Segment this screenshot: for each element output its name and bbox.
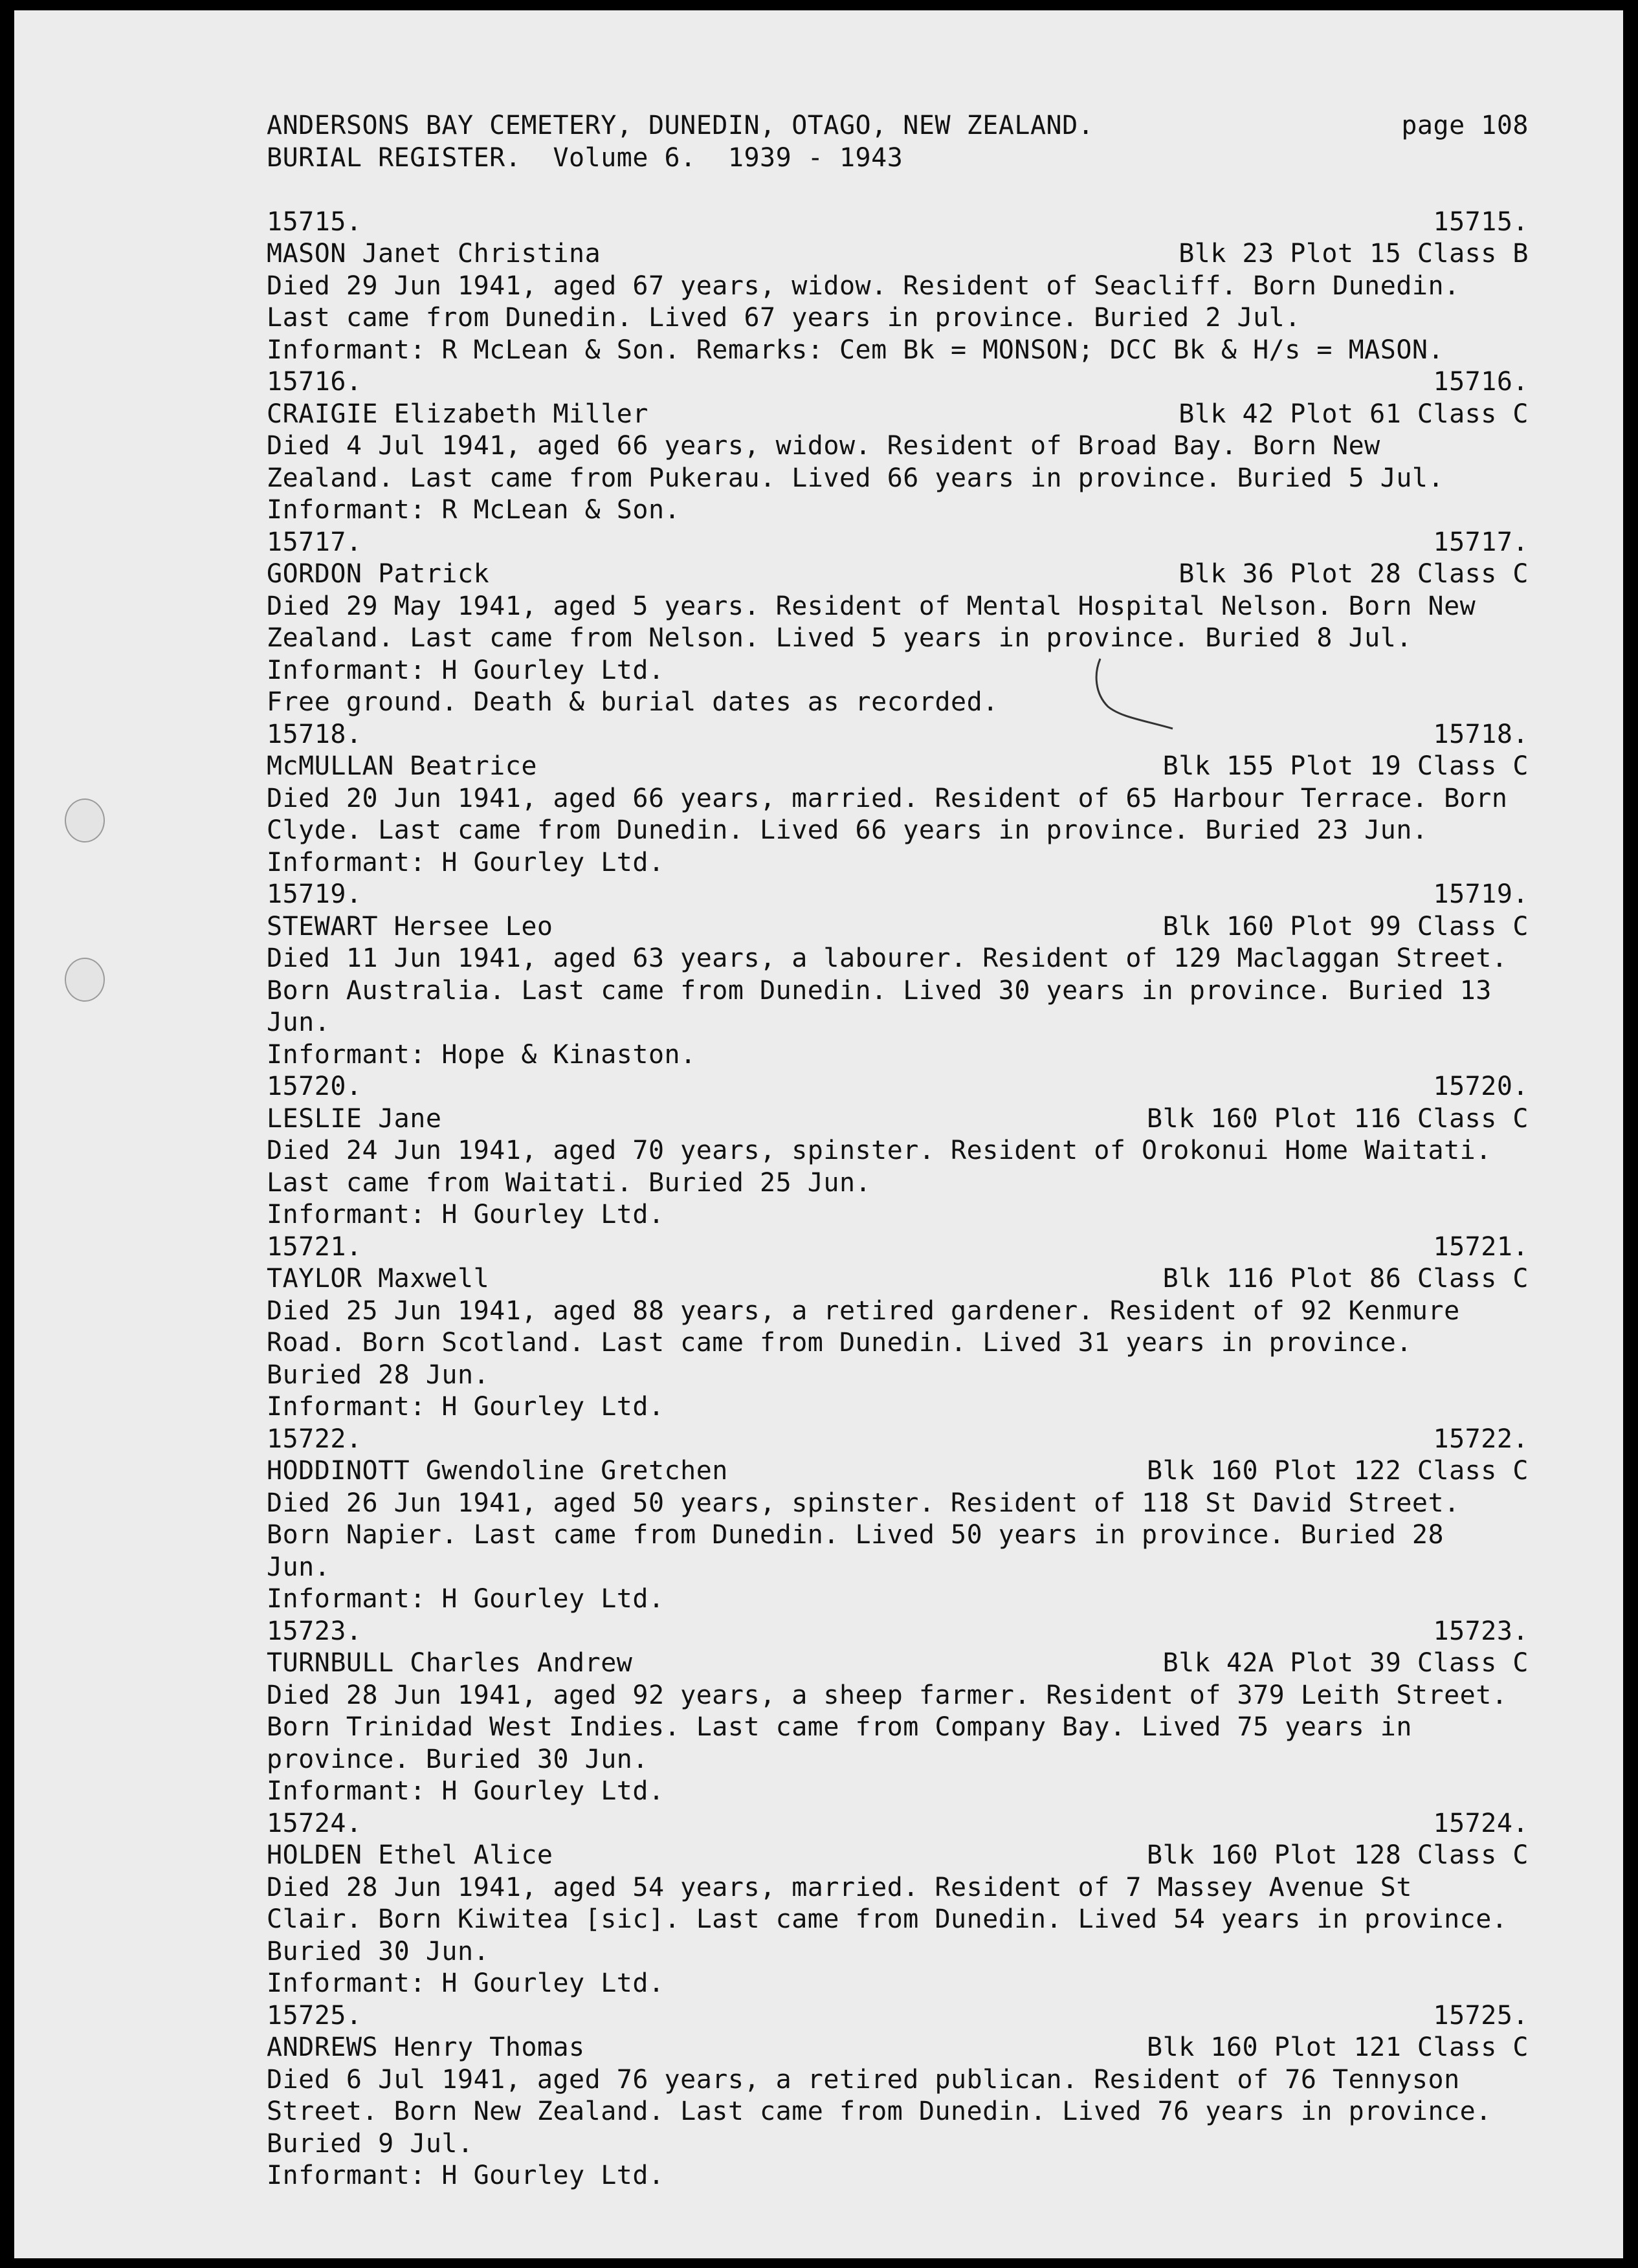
register-entry: [267, 1616, 1529, 1808]
deceased-name: GORDON Patrick: [267, 559, 490, 589]
entry-detail-line: Died 29 May 1941, aged 5 years. Resident of Mental Hospital Nelson. Born New: [267, 591, 1476, 621]
plot-location: Blk 23 Plot 15 Class B: [1179, 239, 1529, 269]
entry-name-line: [267, 2032, 1529, 2064]
entry-list: [267, 206, 1529, 2192]
deceased-name: TURNBULL Charles Andrew: [267, 1648, 633, 1678]
register-subtitle: BURIAL REGISTER. Volume 6. 1939 - 1943: [267, 142, 903, 173]
entry-number-line: [267, 527, 1529, 559]
deceased-name: MASON Janet Christina: [267, 239, 601, 269]
entry-detail-line: Died 4 Jul 1941, aged 66 years, widow. Resident of Broad Bay. Born New: [267, 431, 1380, 461]
plot-location: Blk 42A Plot 39 Class C: [1162, 1648, 1529, 1678]
plot-location: Blk 160 Plot 121 Class C: [1147, 2032, 1529, 2062]
entry-detail-line: Born Napier. Last came from Dunedin. Lived 50 years in province. Buried 28: [267, 1520, 1444, 1550]
entry-name-line: [267, 751, 1529, 783]
entry-detail-line: Informant: H Gourley Ltd.: [267, 847, 665, 877]
entry-detail-line: province. Buried 30 Jun.: [267, 1744, 648, 1774]
register-page: [14, 10, 1623, 2258]
entry-detail-line: Informant: R McLean & Son. Remarks: Cem Bk = MONSON; DCC Bk & H/s = MASON.: [267, 335, 1444, 365]
entry-number-right: 15721.: [1433, 1231, 1529, 1262]
deceased-name: LESLIE Jane: [267, 1103, 442, 1134]
entry-detail-line: Informant: H Gourley Ltd.: [267, 1392, 665, 1422]
entry-number: 15717.: [267, 527, 362, 557]
plot-location: Blk 155 Plot 19 Class C: [1162, 751, 1529, 781]
register-content: [267, 110, 1529, 2192]
entry-detail-line: Zealand. Last came from Pukerau. Lived 66 years in province. Buried 5 Jul.: [267, 463, 1444, 493]
entry-number-right: 15715.: [1433, 206, 1529, 237]
entry-name-line: [267, 911, 1529, 943]
entry-detail-line: Last came from Dunedin. Lived 67 years in province. Buried 2 Jul.: [267, 303, 1301, 333]
punch-hole: [65, 798, 105, 842]
entry-name-line: [267, 1647, 1529, 1680]
entry-detail-line: Clair. Born Kiwitea [sic]. Last came from Dunedin. Lived 54 years in province.: [267, 1904, 1508, 1934]
entry-detail-line: Zealand. Last came from Nelson. Lived 5 years in province. Buried 8 Jul.: [267, 623, 1412, 653]
entry-name-line: [267, 238, 1529, 270]
entry-name-line: [267, 1840, 1529, 1872]
register-title: ANDERSONS BAY CEMETERY, DUNEDIN, OTAGO, NEW ZEALAND.: [267, 111, 1094, 140]
entry-number-right: 15723.: [1433, 1616, 1529, 1646]
entry-number-right: 15717.: [1433, 527, 1529, 557]
register-entry: [267, 527, 1529, 719]
deceased-name: McMULLAN Beatrice: [267, 751, 537, 781]
plot-location: Blk 160 Plot 99 Class C: [1162, 911, 1529, 941]
entry-number-right: 15716.: [1433, 367, 1529, 397]
register-entry: [267, 1231, 1529, 1424]
entry-detail-line: Clyde. Last came from Dunedin. Lived 66 years in province. Buried 23 Jun.: [267, 815, 1428, 845]
spacer: [267, 174, 1529, 206]
entry-detail-line: Last came from Waitati. Buried 25 Jun.: [267, 1167, 872, 1198]
entry-number-line: [267, 366, 1529, 399]
entry-number: 15725.: [267, 2000, 362, 2031]
entry-number-line: [267, 879, 1529, 911]
entry-number: 15723.: [267, 1616, 362, 1646]
entry-number-line: [267, 719, 1529, 751]
entry-detail-line: Informant: H Gourley Ltd.: [267, 1968, 665, 1998]
entry-number-right: 15720.: [1433, 1072, 1529, 1101]
entry-detail-line: Road. Born Scotland. Last came from Dunedin. Lived 31 years in province.: [267, 1328, 1412, 1358]
entry-detail-line: Jun.: [267, 1552, 331, 1582]
register-entry: [267, 2000, 1529, 2192]
entry-number: 15719.: [267, 879, 362, 909]
register-entry: [267, 366, 1529, 527]
header-line: [267, 110, 1529, 142]
entry-detail-line: Informant: H Gourley Ltd.: [267, 655, 665, 685]
entry-number: 15721.: [267, 1231, 362, 1262]
plot-location: Blk 160 Plot 116 Class C: [1147, 1103, 1529, 1134]
entry-detail-line: Buried 28 Jun.: [267, 1360, 490, 1390]
entry-detail-line: Died 20 Jun 1941, aged 66 years, married. Resident of 65 Harbour Terrace. Born: [267, 783, 1508, 813]
entry-detail-line: Informant: H Gourley Ltd.: [267, 1776, 665, 1806]
entry-detail-line: Informant: R McLean & Son.: [267, 495, 681, 525]
punch-hole: [65, 958, 105, 1002]
entry-detail-line: Free ground. Death & burial dates as recorded.: [267, 687, 999, 717]
entry-detail-line: Died 6 Jul 1941, aged 76 years, a retired publican. Resident of 76 Tennyson: [267, 2064, 1460, 2095]
entry-number-line: [267, 206, 1529, 239]
entry-detail-line: Buried 30 Jun.: [267, 1936, 490, 1966]
plot-location: Blk 42 Plot 61 Class C: [1179, 399, 1529, 429]
entry-number-line: [267, 2000, 1529, 2032]
deceased-name: TAYLOR Maxwell: [267, 1264, 490, 1294]
entry-detail-line: Died 24 Jun 1941, aged 70 years, spinster. Resident of Orokonui Home Waitati.: [267, 1136, 1492, 1165]
entry-detail-line: Died 28 Jun 1941, aged 92 years, a sheep farmer. Resident of 379 Leith Street.: [267, 1680, 1508, 1710]
plot-location: Blk 116 Plot 86 Class C: [1162, 1264, 1529, 1294]
register-entry: [267, 206, 1529, 367]
entry-number: 15724.: [267, 1808, 362, 1838]
entry-detail-line: Informant: H Gourley Ltd.: [267, 2161, 665, 2190]
entry-name-line: [267, 1103, 1529, 1136]
deceased-name: STEWART Hersee Leo: [267, 911, 553, 941]
entry-number-right: 15724.: [1433, 1808, 1529, 1838]
entry-detail-line: Died 29 Jun 1941, aged 67 years, widow. Resident of Seacliff. Born Dunedin.: [267, 270, 1460, 301]
entry-detail-line: Informant: H Gourley Ltd.: [267, 1200, 665, 1229]
entry-number-line: [267, 1071, 1529, 1103]
entry-number-line: [267, 1231, 1529, 1264]
plot-location: Blk 160 Plot 122 Class C: [1147, 1456, 1529, 1486]
entry-detail-line: Jun.: [267, 1007, 331, 1037]
entry-detail-line: Born Trinidad West Indies. Last came from Company Bay. Lived 75 years in: [267, 1712, 1412, 1742]
deceased-name: HODDINOTT Gwendoline Gretchen: [267, 1456, 728, 1486]
register-entry: [267, 879, 1529, 1071]
entry-detail-line: Born Australia. Last came from Dunedin. Lived 30 years in province. Buried 13: [267, 975, 1492, 1006]
entry-detail-line: Informant: Hope & Kinaston.: [267, 1039, 696, 1070]
entry-name-line: [267, 1455, 1529, 1488]
plot-location: Blk 36 Plot 28 Class C: [1179, 559, 1529, 589]
entry-detail-line: Died 28 Jun 1941, aged 54 years, married. Resident of 7 Massey Avenue St: [267, 1872, 1412, 1902]
entry-name-line: [267, 399, 1529, 431]
entry-name-line: [267, 558, 1529, 591]
entry-number-line: [267, 1808, 1529, 1840]
entry-number-line: [267, 1616, 1529, 1648]
register-entry: [267, 1424, 1529, 1616]
register-entry: [267, 719, 1529, 879]
deceased-name: ANDREWS Henry Thomas: [267, 2032, 585, 2062]
entry-detail-line: Died 11 Jun 1941, aged 63 years, a labourer. Resident of 129 Maclaggan Street.: [267, 943, 1508, 973]
deceased-name: HOLDEN Ethel Alice: [267, 1840, 553, 1870]
entry-detail-line: Died 25 Jun 1941, aged 88 years, a retired gardener. Resident of 92 Kenmure: [267, 1295, 1460, 1326]
entry-number: 15718.: [267, 719, 362, 749]
entry-number-line: [267, 1424, 1529, 1456]
entry-number: 15715.: [267, 206, 362, 237]
entry-detail-line: Informant: H Gourley Ltd.: [267, 1584, 665, 1614]
entry-detail-line: Died 26 Jun 1941, aged 50 years, spinster. Resident of 118 St David Street.: [267, 1488, 1460, 1518]
entry-name-line: [267, 1263, 1529, 1295]
entry-number-right: 15725.: [1433, 2000, 1529, 2031]
register-entry: [267, 1071, 1529, 1231]
entry-detail-line: Street. Born New Zealand. Last came from Dunedin. Lived 76 years in province.: [267, 2097, 1492, 2126]
entry-detail-line: Buried 9 Jul.: [267, 2128, 474, 2159]
plot-location: Blk 160 Plot 128 Class C: [1147, 1840, 1529, 1870]
entry-number-right: 15718.: [1433, 719, 1529, 749]
page-number: page 108: [1401, 111, 1529, 140]
entry-number: 15720.: [267, 1072, 362, 1101]
entry-number: 15716.: [267, 367, 362, 397]
entry-number: 15722.: [267, 1424, 362, 1454]
register-entry: [267, 1808, 1529, 2000]
deceased-name: CRAIGIE Elizabeth Miller: [267, 399, 648, 429]
entry-number-right: 15722.: [1433, 1424, 1529, 1454]
entry-number-right: 15719.: [1433, 879, 1529, 909]
